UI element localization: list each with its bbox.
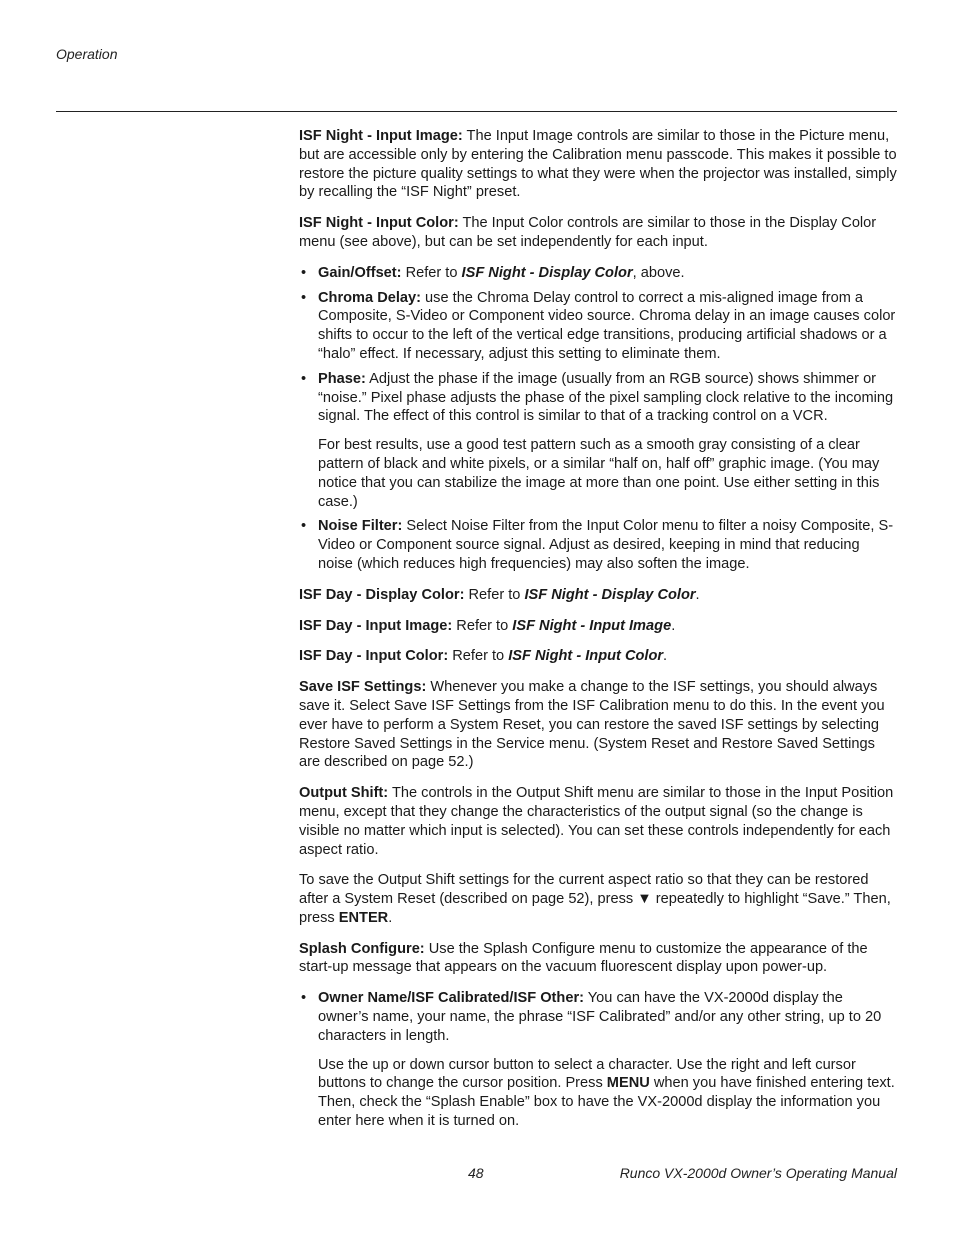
manual-title: Runco VX-2000d Owner’s Operating Manual (619, 1165, 897, 1181)
term-label: ISF Night - Input Image: (299, 128, 463, 144)
paragraph-isf-day-display-color (299, 586, 897, 605)
phase-note-paragraph: For best results, use a good test pattern such as a smooth gray consisting of a clear pattern of black and white pixels, or a similar “half on, half off” graphic image. (You may notice that you can stabilize the image at more than one point. Use either setting in this case.) (318, 437, 880, 510)
bullet-gain-offset (299, 264, 897, 283)
paragraph-text: Use the up or down cursor button to select a character. Use the right and left cursor buttons to change the cursor position. Press (318, 1056, 856, 1092)
bullet-chroma-delay (299, 289, 897, 364)
bullet-owner-name (299, 989, 897, 1045)
paragraph-text: Whenever you make a change to the ISF settings, you should always save it. Select Save ISF Settings from the ISF Calibration menu to do this. In the event you ever have to perform a System Reset, you can restore the saved ISF settings by selecting Restore Saved Settings in the Service menu. (System Reset and Restore Saved Settings are described on page 52.) (299, 679, 885, 771)
term-label: Save ISF Settings: (299, 679, 427, 696)
paragraph-text: The Input Color controls are similar to those in the Display Color menu (see above), but can be set independently for each input. (299, 215, 877, 250)
term-label: ISF Day - Display Color: (299, 586, 465, 603)
header-rule (56, 111, 897, 112)
running-header: Operation (56, 46, 118, 62)
term-label: Noise Filter: (318, 518, 403, 535)
term-label: ISF Day - Input Color: (299, 648, 449, 665)
cross-reference: ISF Night - Input Color (508, 648, 664, 665)
paragraph-isf-night-input-image (299, 127, 897, 202)
paragraph-text: Select Noise Filter from the Input Color menu to filter a noisy Composite, S-Video or Component source signal. Adjust as desired, keeping in mind that reducing noise (which reduces high frequencies) may also soften the image. (318, 518, 894, 572)
term-label: Owner Name/ISF Calibrated/ISF Other: (318, 990, 584, 1007)
bullet-noise-filter (299, 517, 897, 573)
paragraph-text: The Input Image controls are similar to those in the Picture menu, but are accessible only by entering the Calibration menu passcode. This makes it possible to restore the picture quality settings to what they were when the projector was installed, simply by recalling the “ISF Night” preset. (299, 128, 897, 201)
paragraph-isf-day-input-color (299, 647, 897, 666)
cross-reference: ISF Night - Input Image (512, 617, 672, 634)
paragraph-text: . (663, 648, 668, 665)
paragraph-text: To save the Output Shift settings for the current aspect ratio so that they can be restored after a System Reset (described on page 52), press ▼ repeatedly to highlight “Save.” Then, press (299, 872, 891, 926)
paragraph-isf-day-input-image (299, 617, 897, 636)
paragraph-save-output-shift (299, 871, 897, 927)
page-number: 48 (468, 1165, 484, 1181)
paragraph-text: when you have finished entering text. Then, check the “Splash Enable” box to have the VX-2000d display the information you enter here when it is turned on. (318, 1075, 895, 1130)
paragraph-isf-night-input-color (299, 214, 897, 252)
term-label: Phase: (318, 370, 366, 387)
cross-reference: ISF Night - Display Color (461, 264, 633, 281)
paragraph-text: . (388, 909, 393, 926)
key-name: ENTER (338, 909, 389, 926)
paragraph-text: use the Chroma Delay control to correct a mis-aligned image from a Composite, S-Video or Component video source. Chroma delay in an image causes color shifts to occur to the left of the vertical edge transitions, producing artificial shadows or a “halo” effect. If necessary, adjust this setting to eliminate them. (318, 289, 896, 362)
paragraph-text: Adjust the phase if the image (usually from an RGB source) shows shimmer or “noise.” Pixel phase adjusts the phase of the pixel sampling clock relative to the incoming signal. The effect of this control is similar to that of a tracking control on a VCR. (318, 370, 894, 425)
paragraph-text: Refer to (401, 264, 462, 281)
term-label: Splash Configure: (299, 940, 425, 957)
paragraph-text: Use the Splash Configure menu to customize the appearance of the start-up message that appears on the vacuum fluorescent display upon power-up. (299, 940, 868, 976)
term-label: Gain/Offset: (318, 264, 402, 281)
cross-reference: ISF Night - Display Color (524, 586, 696, 603)
term-label: ISF Day - Input Image: (299, 617, 453, 634)
paragraph-text: Refer to (464, 586, 525, 603)
key-name: MENU (606, 1075, 650, 1092)
paragraph-text: The controls in the Output Shift menu are similar to those in the Input Position menu, except that they change the characteristics of the output signal (so the change is visible no matter which input is selected). You can set these controls independently for each aspect ratio. (299, 785, 894, 858)
paragraph-text: Refer to (448, 648, 509, 665)
bullet-phase (299, 370, 897, 426)
term-label: ISF Night - Input Color: (299, 215, 459, 232)
cursor-instructions-paragraph (299, 1056, 897, 1131)
page-body (299, 127, 897, 1137)
paragraph-text: , above. (632, 264, 685, 281)
term-label: Chroma Delay: (318, 289, 421, 306)
paragraph-output-shift (299, 784, 897, 859)
term-label: Output Shift: (299, 785, 389, 802)
paragraph-text: Refer to (452, 617, 513, 634)
paragraph-text: You can have the VX-2000d display the owner’s name, your name, the phrase “ISF Calibrated” and/or any other string, up to 20 characters in length. (318, 990, 882, 1044)
paragraph-text: . (671, 617, 676, 634)
paragraph-save-isf-settings (299, 678, 897, 772)
paragraph-text: . (695, 586, 700, 603)
paragraph-splash-configure (299, 940, 897, 978)
